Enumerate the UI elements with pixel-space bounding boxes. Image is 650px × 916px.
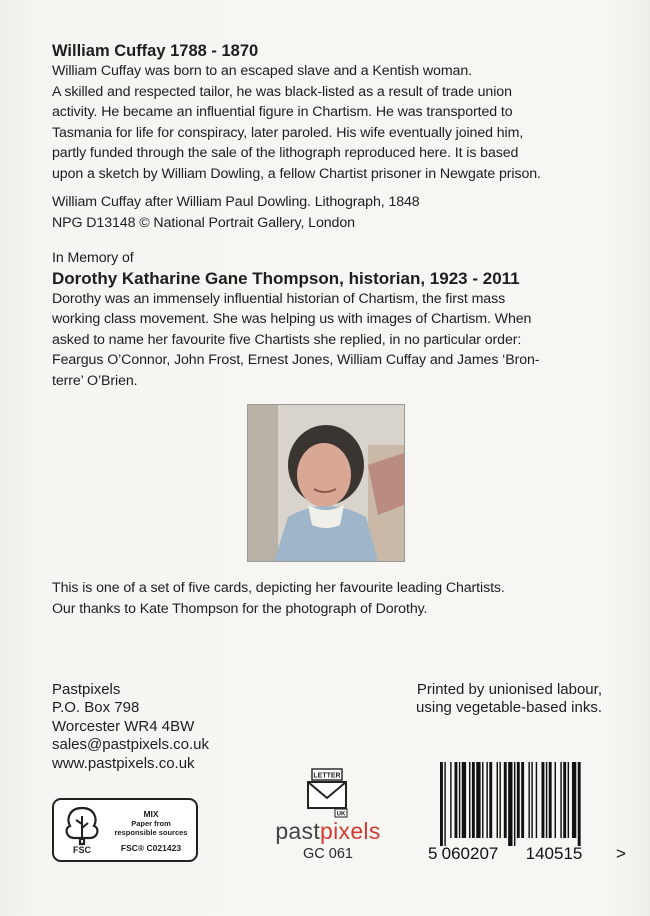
- printing-line-2: using vegetable-based inks.: [416, 699, 602, 717]
- barcode-bar: [476, 762, 480, 838]
- fsc-logo-text: FSC: [73, 845, 91, 855]
- barcode-bar: [469, 762, 470, 838]
- barcode-bar: [560, 762, 561, 838]
- barcode-bar: [504, 762, 507, 838]
- printing-note: [380, 681, 602, 718]
- barcode-bar: [450, 762, 451, 838]
- barcode-bar: [514, 762, 515, 846]
- barcode-bar: [459, 762, 460, 838]
- barcode-bar: [542, 762, 545, 838]
- barcode-digit-first: 5: [428, 844, 438, 862]
- barcode-bar: [572, 762, 576, 838]
- barcode-digits-right: 140515: [525, 844, 583, 862]
- cuffay-line: Tasmania for life for conspiracy, later paroled. His wife eventually joined him,: [52, 124, 524, 141]
- barcode-arrow: >: [616, 844, 626, 862]
- barcode-bar: [521, 762, 524, 838]
- barcode-digits-left: 060207: [441, 844, 499, 862]
- cuffay-line: A skilled and respected tailor, he was black-listed as a result of trade union: [52, 83, 512, 100]
- barcode-bar: [489, 762, 492, 838]
- barcode-bar: [508, 762, 512, 846]
- memory-section: [52, 248, 612, 391]
- uk-label: UK: [336, 811, 346, 818]
- cuffay-line: activity. He became an influential figure in Chartism. He was transported to: [52, 104, 513, 120]
- credit-line-2: NPG D13148 © National Portrait Gallery, London: [52, 214, 355, 231]
- cuffay-section: [52, 41, 612, 184]
- barcode: [428, 762, 628, 862]
- fsc-text: [108, 820, 194, 837]
- barcode-bar: [482, 762, 483, 838]
- barcode-bar: [486, 762, 487, 838]
- cuffay-line: partly funded through the sale of the lithograph reproduced here. It is based: [52, 145, 519, 161]
- dorothy-photo: [247, 404, 405, 562]
- barcode-bar: [563, 762, 566, 838]
- address-line: P.O. Box 798: [52, 699, 140, 717]
- memory-line: terre’ O’Brien.: [52, 372, 138, 389]
- barcode-bar: [555, 762, 556, 838]
- barcode-bar: [455, 762, 458, 838]
- barcode-bar: [528, 762, 529, 838]
- memory-intro: In Memory of: [52, 250, 134, 266]
- set-note-line-1: This is one of a set of five cards, depicting her favourite leading Chartists.: [52, 580, 505, 596]
- barcode-bar: [499, 762, 500, 838]
- memory-line: Dorothy was an immensely influential historian of Chartism, the first mass: [52, 290, 506, 307]
- barcode-bar: [536, 762, 537, 838]
- lithograph-credit: [52, 192, 612, 233]
- barcode-bar: [472, 762, 475, 838]
- memory-line: working class movement. She was helping us with images of Chartism. When: [52, 311, 532, 327]
- barcode-bar: [568, 762, 569, 838]
- letter-envelope-icon: [305, 768, 349, 818]
- fsc-code: FSC® C021423: [120, 843, 182, 853]
- barcode-bar: [546, 762, 547, 838]
- cuffay-line: William Cuffay was born to an escaped slave and a Kentish woman.: [52, 63, 472, 79]
- pastpixels-logo: [258, 818, 398, 845]
- website-link[interactable]: www.pastpixels.co.uk: [52, 754, 195, 772]
- card-code: GC 061: [303, 846, 353, 862]
- barcode-bar: [444, 762, 445, 846]
- barcode-bar: [517, 762, 520, 838]
- memory-title: Dorothy Katharine Gane Thompson, historian, 1923 - 2011: [52, 268, 520, 288]
- set-note-line-2: Our thanks to Kate Thompson for the photograph of Dorothy.: [52, 600, 428, 617]
- barcode-bar: [497, 762, 498, 838]
- brand-part-1: past: [275, 818, 321, 844]
- printing-line-1: Printed by unionised labour,: [416, 681, 602, 698]
- letter-label: LETTER: [313, 772, 341, 780]
- cuffay-title: William Cuffay 1788 - 1870: [52, 42, 259, 60]
- fsc-mix: MIX: [143, 809, 159, 819]
- credit-line-1: William Cuffay after William Paul Dowling. Lithograph, 1848: [52, 194, 420, 210]
- set-note: [52, 578, 612, 619]
- barcode-bar: [531, 762, 532, 838]
- portrait-image: [248, 405, 404, 561]
- barcode-bar: [578, 762, 581, 846]
- publisher-address: [52, 681, 209, 773]
- email-link[interactable]: sales@pastpixels.co.uk: [52, 736, 209, 754]
- fsc-tree-icon: [60, 804, 104, 856]
- fsc-badge: [52, 798, 198, 862]
- fsc-text-2: responsible sources: [114, 827, 188, 837]
- brand-part-2: pixels: [320, 818, 381, 844]
- fsc-text-1: Paper from: [131, 819, 171, 828]
- barcode-bar: [440, 762, 443, 846]
- barcode-bar: [462, 762, 466, 838]
- address-line: Pastpixels: [52, 681, 121, 698]
- memory-line: Feargus O’Connor, John Frost, Ernest Jones, William Cuffay and James ‘Bron-: [52, 352, 540, 368]
- memory-line: asked to name her favourite five Chartists she replied, in no particular order:: [52, 331, 522, 348]
- barcode-bar: [549, 762, 552, 838]
- address-line: Worcester WR4 4BW: [52, 717, 195, 735]
- cuffay-line: upon a sketch by William Dowling, a fellow Chartist prisoner in Newgate prison.: [52, 165, 541, 182]
